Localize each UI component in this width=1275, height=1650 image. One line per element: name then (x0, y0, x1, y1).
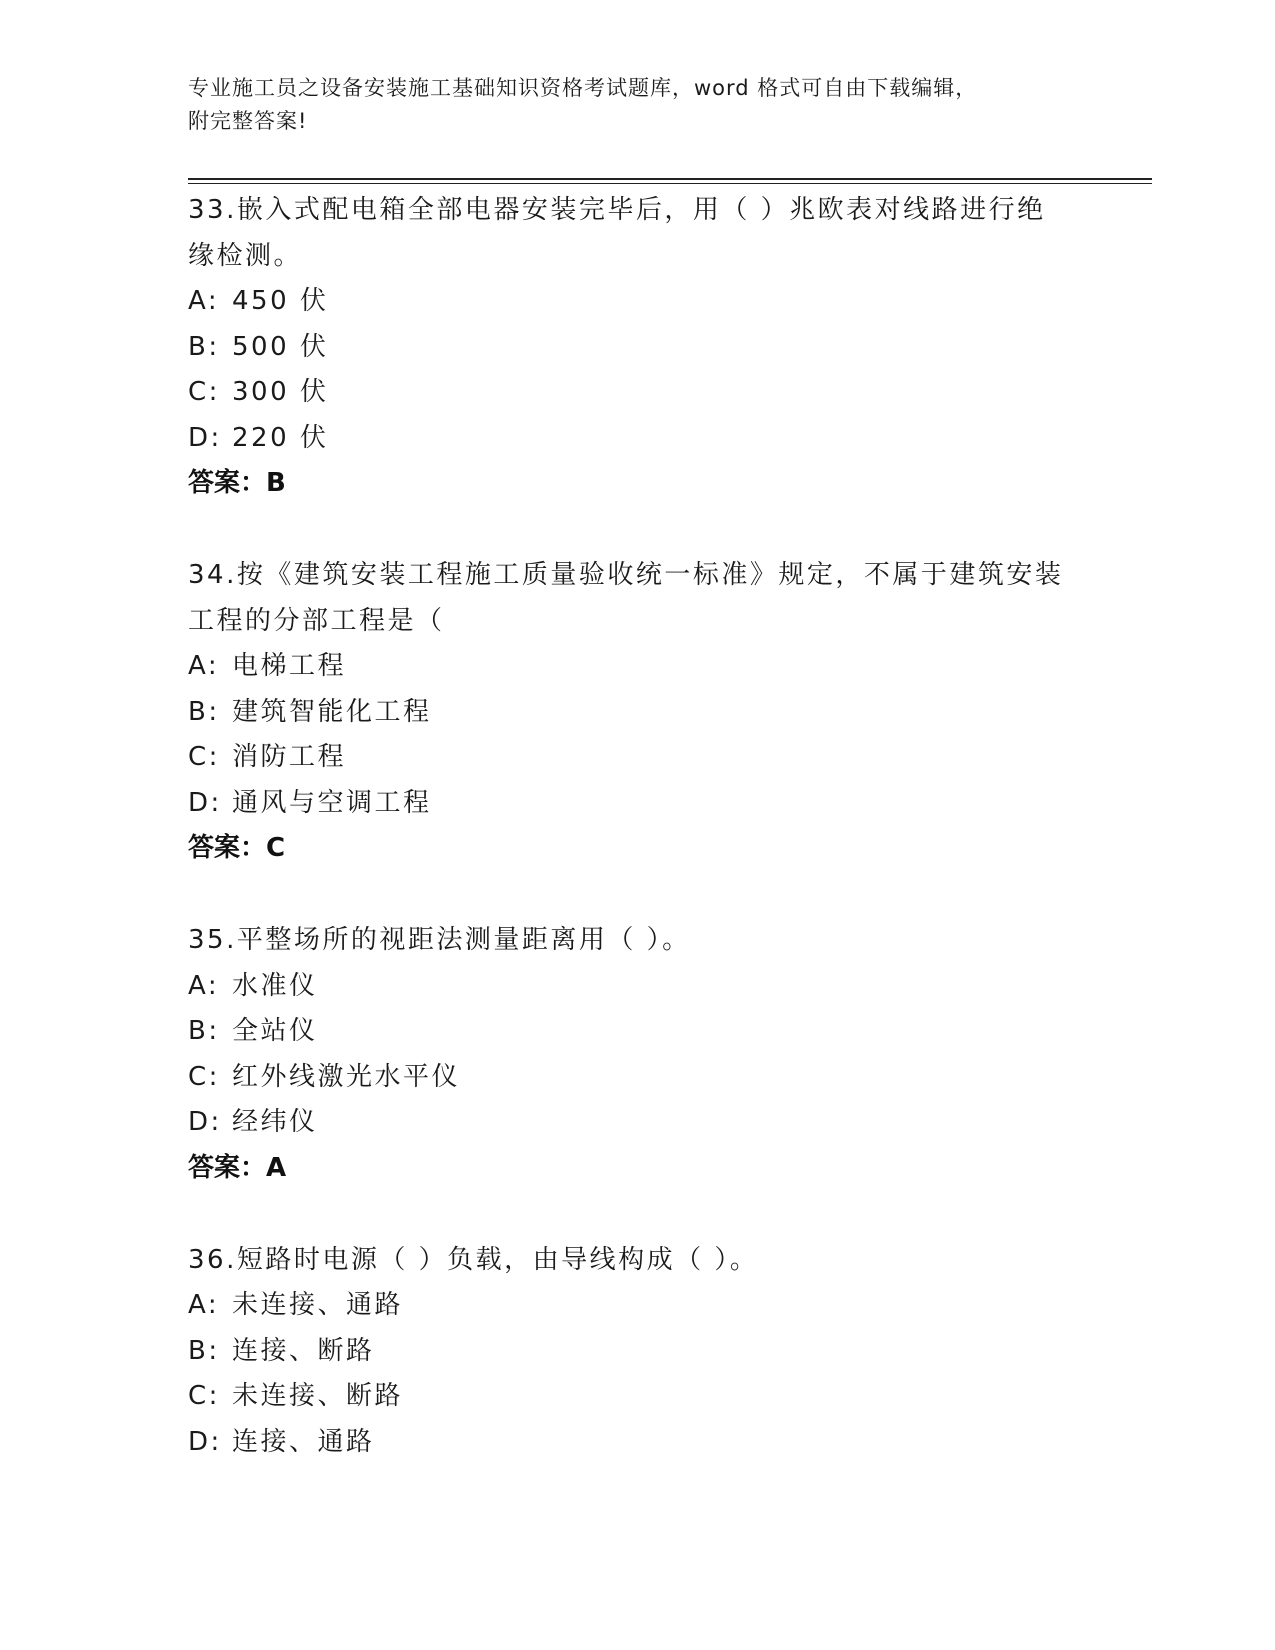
option-text: 建筑智能化工程 (232, 696, 432, 727)
answer-line (188, 826, 1088, 871)
option-a (188, 964, 1088, 1010)
question-34-line-2: 工程的分部工程是（ (188, 605, 445, 636)
option-letter: B: (188, 696, 220, 727)
option-text: 消防工程 (232, 742, 347, 772)
option-letter: D: (188, 1426, 222, 1457)
answer-label: 答案： (188, 468, 267, 498)
option-text: 通风与空调工程 (232, 787, 432, 818)
option-text: 全站仪 (232, 1016, 318, 1046)
question-35-line-1 (188, 918, 1088, 964)
question-text: 嵌入式配电箱全部电器安装完毕后，用（ ）兆欧表对线路进行绝 (236, 195, 1046, 225)
answer-line (188, 1146, 1088, 1191)
question-36-line-1 (188, 1238, 1088, 1284)
option-letter: B: (188, 1335, 220, 1366)
option-letter: C: (188, 1381, 220, 1411)
question-number: 34. (188, 560, 237, 590)
answer-value: C (266, 833, 286, 863)
question-33-line-2: 缘检测。 (188, 240, 303, 271)
option-letter: A: (188, 970, 220, 1001)
header-divider-thin (188, 183, 1152, 184)
option-letter: D: (188, 1107, 222, 1137)
option-b (188, 1329, 1088, 1375)
answer-label: 答案： (188, 1152, 267, 1183)
option-c (188, 370, 1088, 416)
option-c (188, 1374, 1088, 1420)
question-34-line-1 (188, 553, 1088, 599)
question-35 (188, 918, 1088, 1191)
question-36 (188, 1238, 1088, 1466)
question-text: 平整场所的视距法测量距离用（ ）。 (236, 925, 691, 955)
option-letter: D: (188, 422, 222, 453)
header-divider-thick (188, 178, 1152, 180)
option-letter: C: (188, 1061, 220, 1092)
option-letter: A: (188, 1290, 220, 1320)
option-text: 连接、断路 (232, 1335, 375, 1366)
option-c (188, 1055, 1088, 1101)
option-d (188, 781, 1088, 827)
option-text: 300 伏 (232, 377, 329, 407)
option-text: 未连接、断路 (232, 1381, 404, 1411)
option-text: 水准仪 (232, 970, 318, 1001)
answer-line (188, 461, 1088, 506)
header-line-1: 专业施工员之设备安装施工基础知识资格考试题库，word 格式可自由下载编辑， (188, 76, 978, 100)
answer-value: A (266, 1152, 287, 1183)
document-header (188, 72, 1088, 138)
option-d (188, 1420, 1088, 1466)
option-text: 连接、通路 (232, 1426, 375, 1457)
question-number: 35. (188, 925, 237, 955)
option-a (188, 644, 1088, 690)
option-text: 红外线激光水平仪 (232, 1061, 461, 1092)
question-number: 36. (188, 1244, 237, 1275)
option-text: 450 伏 (232, 286, 329, 316)
answer-label: 答案： (188, 833, 267, 863)
option-b (188, 690, 1088, 736)
option-letter: B: (188, 331, 220, 362)
option-c (188, 735, 1088, 781)
header-line-2: 附完整答案! (188, 109, 308, 133)
question-text: 按《建筑安装工程施工质量验收统一标准》规定，不属于建筑安装 (236, 560, 1064, 590)
question-list (188, 188, 1088, 1512)
option-a (188, 279, 1088, 325)
question-text: 短路时电源（ ）负载，由导线构成（ ）。 (236, 1244, 759, 1275)
question-33-line-1 (188, 188, 1088, 234)
option-letter: C: (188, 742, 220, 772)
option-text: 未连接、通路 (232, 1290, 404, 1320)
option-letter: C: (188, 377, 220, 407)
option-text: 500 伏 (232, 331, 329, 362)
answer-value: B (266, 468, 286, 498)
option-text: 电梯工程 (232, 651, 347, 681)
option-b (188, 325, 1088, 371)
option-text: 220 伏 (232, 422, 329, 453)
option-letter: B: (188, 1016, 220, 1046)
option-a (188, 1283, 1088, 1329)
option-letter: A: (188, 651, 220, 681)
option-letter: D: (188, 787, 222, 818)
question-33 (188, 188, 1088, 506)
option-d (188, 1100, 1088, 1146)
option-text: 经纬仪 (232, 1107, 318, 1137)
question-number: 33. (188, 195, 237, 225)
option-letter: A: (188, 286, 220, 316)
option-d (188, 416, 1088, 462)
option-b (188, 1009, 1088, 1055)
question-34 (188, 553, 1088, 871)
